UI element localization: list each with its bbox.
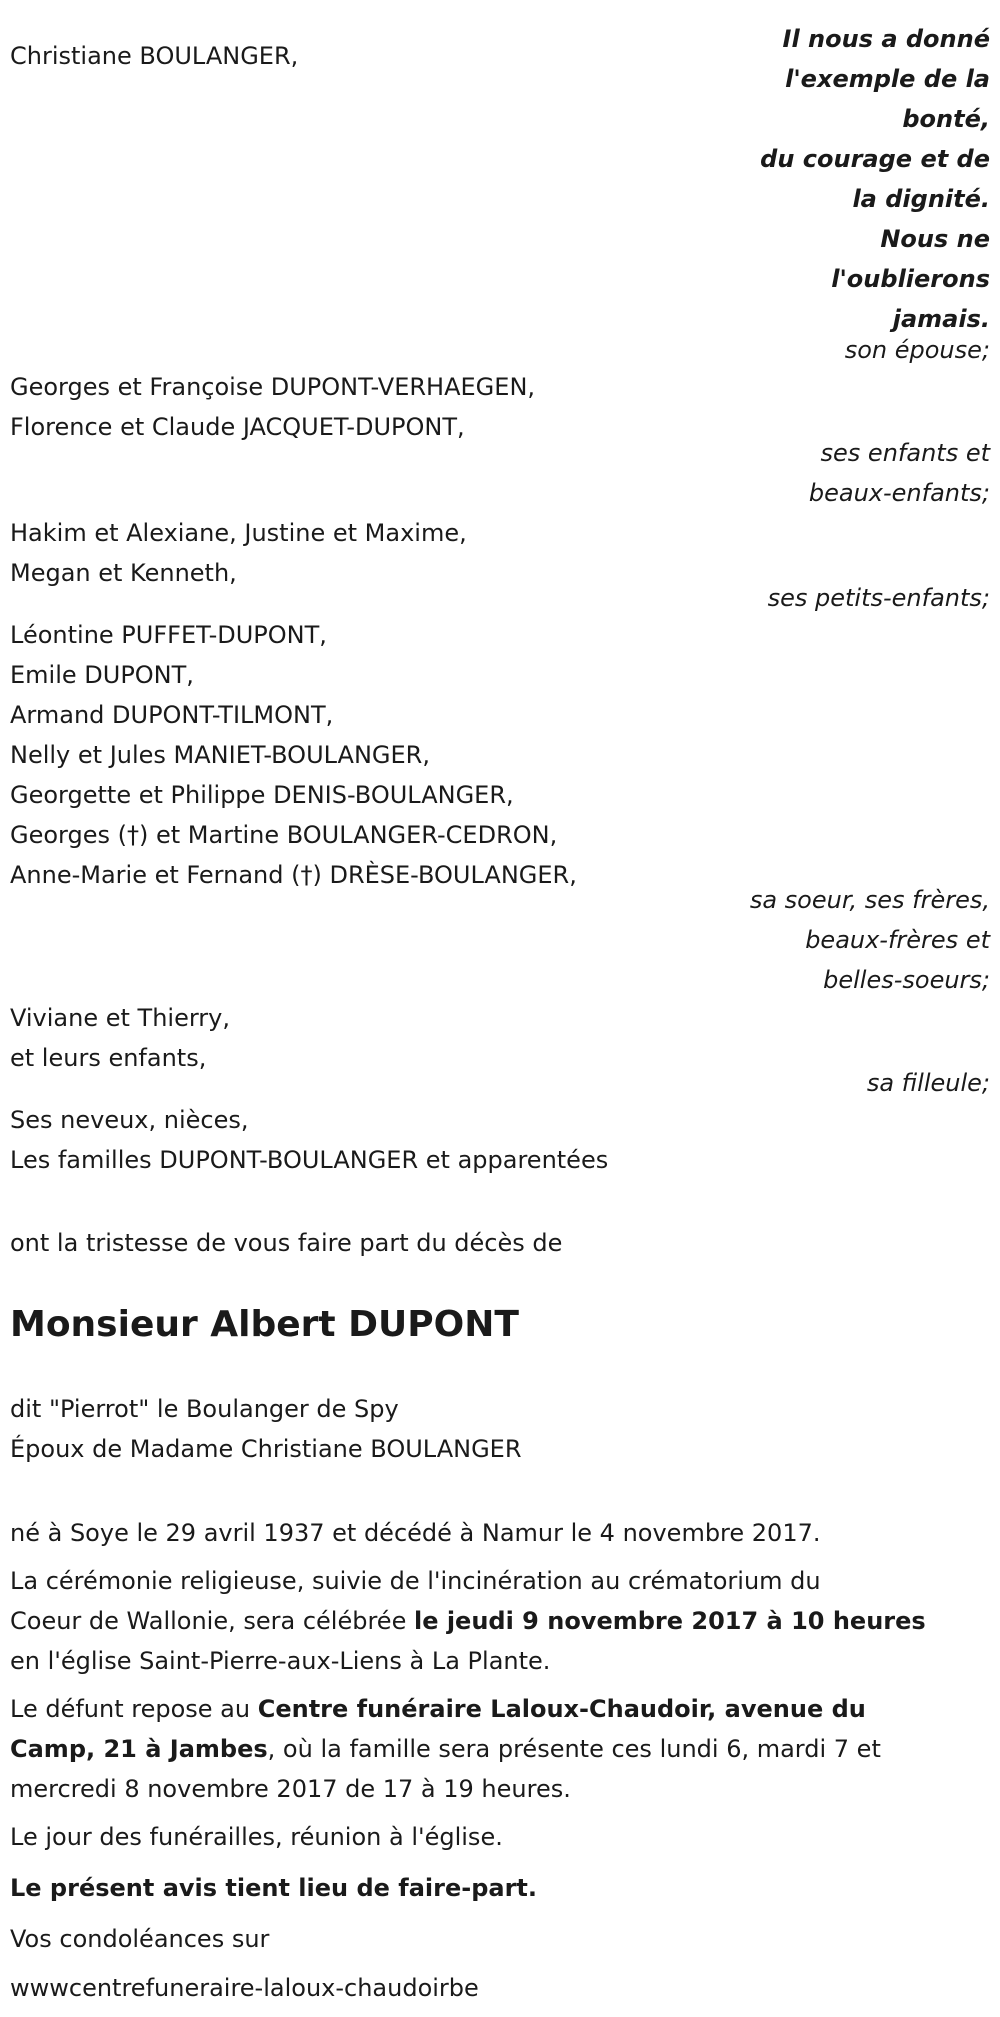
motto-line: Nous ne	[880, 225, 990, 253]
notice-block	[10, 1868, 990, 1908]
viewing-line	[10, 1689, 990, 1729]
spouse-name: Christiane BOULANGER,	[10, 42, 299, 70]
nickname: dit "Pierrot" le Boulanger de Spy	[10, 1395, 399, 1423]
funeral-day-block	[10, 1817, 990, 1857]
condolences-label: Vos condoléances sur	[10, 1925, 270, 1953]
goddaughter-relation-line: sa filleule;	[866, 1069, 990, 1097]
viewing-paragraph	[10, 1689, 990, 1809]
motto-line: jamais.	[892, 305, 990, 333]
other-relatives	[10, 1100, 990, 1180]
children-relation-line: ses enfants et	[820, 439, 990, 467]
ceremony-location-text: Coeur de Wallonie, sera célébrée	[10, 1607, 414, 1635]
spouse-relation-block	[10, 330, 990, 370]
announcement: ont la tristesse de vous faire part du décès de	[10, 1229, 563, 1257]
sibling-name: Armand DUPONT-TILMONT,	[10, 701, 334, 729]
grandchildren-relation	[10, 578, 990, 618]
viewing-line	[10, 1729, 990, 1769]
siblings-relation-line: beaux-frères et	[805, 926, 990, 954]
motto-line: l'oublierons	[831, 265, 990, 293]
condolences-block	[10, 1919, 990, 1959]
husband-of: Époux de Madame Christiane BOULANGER	[10, 1435, 522, 1463]
deceased-name-block	[10, 1297, 990, 1353]
notice: Le présent avis tient lieu de faire-part.	[10, 1874, 538, 1902]
sibling-name: Anne-Marie et Fernand (†) DRÈSE-BOULANGER,	[10, 861, 577, 889]
child-name: Florence et Claude JACQUET-DUPONT,	[10, 413, 465, 441]
birth-death: né à Soye le 29 avril 1937 et décédé à Namur le 4 novembre 2017.	[10, 1519, 821, 1547]
birth-death-block	[10, 1513, 990, 1553]
goddaughter-name: Viviane et Thierry,	[10, 1004, 230, 1032]
funeral-home-address: Camp, 21 à Jambes	[10, 1735, 268, 1763]
ceremony-line	[10, 1601, 990, 1641]
siblings-relation-line: sa soeur, ses frères,	[749, 886, 990, 914]
grandchild-name: Hakim et Alexiane, Justine et Maxime,	[10, 519, 467, 547]
ceremony-line: La cérémonie religieuse, suivie de l'incinération au crématorium du	[10, 1567, 821, 1595]
child-name: Georges et Françoise DUPONT-VERHAEGEN,	[10, 373, 536, 401]
goddaughter-relation	[10, 1063, 990, 1103]
sibling-name: Emile DUPONT,	[10, 661, 194, 689]
sibling-name: Georgette et Philippe DENIS-BOULANGER,	[10, 781, 514, 809]
sibling-name: Léontine PUFFET-DUPONT,	[10, 621, 327, 649]
ceremony-date: le jeudi 9 novembre 2017 à 10 heures	[413, 1607, 926, 1635]
deceased-details	[10, 1389, 990, 1469]
spouse-name-block	[10, 36, 990, 76]
motto-line: du courage et de	[760, 145, 990, 173]
children-relation	[10, 433, 990, 513]
viewing-dates-text: , où la famille sera présente ces lundi 6, mardi 7 et	[267, 1735, 881, 1763]
deceased-name: Monsieur Albert DUPONT	[10, 1304, 519, 1345]
sibling-name: Nelly et Jules MANIET-BOULANGER,	[10, 741, 430, 769]
funeral-day: Le jour des funérailles, réunion à l'église.	[10, 1823, 503, 1851]
announcement-block	[10, 1223, 990, 1263]
ceremony-line: en l'église Saint-Pierre-aux-Liens à La Plante.	[10, 1647, 551, 1675]
siblings-relation-line: belles-soeurs;	[823, 966, 990, 994]
children-relation-line: beaux-enfants;	[808, 479, 990, 507]
grandchildren-relation-line: ses petits-enfants;	[767, 584, 990, 612]
motto-line: l'exemple de la	[785, 65, 990, 93]
funeral-home-name: Centre funéraire Laloux-Chaudoir, avenue du	[257, 1695, 866, 1723]
viewing-line: mercredi 8 novembre 2017 de 17 à 19 heures.	[10, 1775, 571, 1803]
condolences-link[interactable]: wwwcentrefuneraire-laloux-chaudoirbe	[10, 1974, 479, 2002]
goddaughter-name: et leurs enfants,	[10, 1044, 207, 1072]
motto-line: la dignité.	[852, 185, 990, 213]
other-relatives-line: Les familles DUPONT-BOULANGER et apparentées	[10, 1146, 609, 1174]
spouse-relation: son épouse;	[844, 336, 990, 364]
siblings-relation	[10, 880, 990, 1000]
sibling-name: Georges (†) et Martine BOULANGER-CEDRON,	[10, 821, 558, 849]
ceremony-paragraph	[10, 1561, 990, 1681]
grandchild-name: Megan et Kenneth,	[10, 559, 237, 587]
siblings-names	[10, 615, 990, 895]
motto-line: bonté,	[902, 105, 990, 133]
motto-line: Il nous a donné	[782, 25, 990, 53]
other-relatives-line: Ses neveux, nièces,	[10, 1106, 249, 1134]
condolences-site-block	[10, 1968, 990, 2008]
viewing-intro: Le défunt repose au	[10, 1695, 258, 1723]
